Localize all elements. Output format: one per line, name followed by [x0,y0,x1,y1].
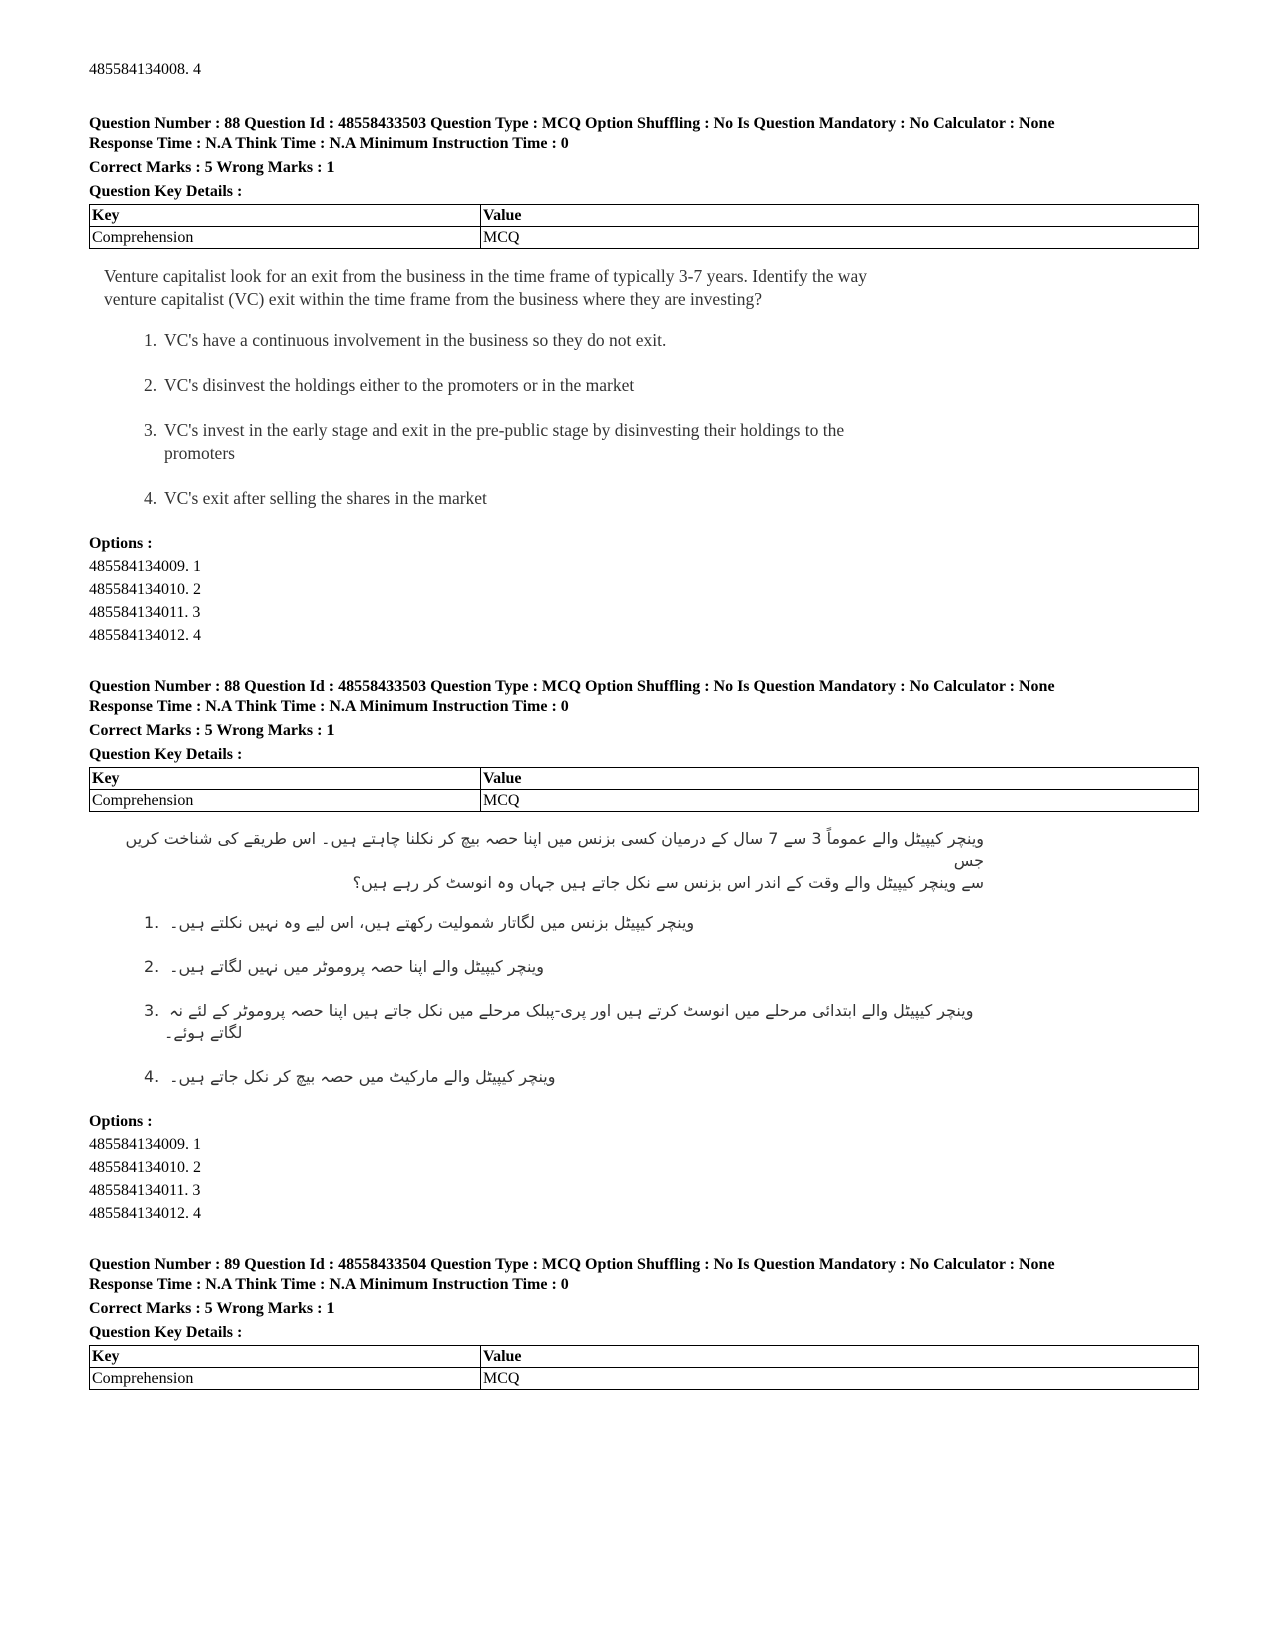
question-block-88-urdu [89,677,1199,1225]
choice-text: وینچر کیپیٹل والے مارکیٹ میں حصہ بیچ کر نکل جاتے ہیں۔ [169,1067,556,1086]
choice-text: VC's invest in the early stage and exit in the pre-public stage by disinvesting their holdings to the [164,420,845,440]
question-meta [89,677,1199,765]
question-stem-line2: سے وینچر کیپیٹل والے وقت کے اندر اس بزنس سے نکل جاتے ہیں جہاں وہ انوسٹ کر رہے ہیں؟ [352,873,984,892]
question-meta [89,114,1199,202]
table-row [90,1368,1199,1390]
table-header-row [90,768,1199,790]
option-line: 485584134010. 2 [89,581,201,598]
choice-list [104,329,1199,510]
cell-key: Comprehension [90,1368,481,1390]
key-details-label: Question Key Details : [89,183,243,200]
header-key: Key [90,1346,481,1368]
question-stem-line1: Venture capitalist look for an exit from the business in the time frame of typically 3-7 years. Identify the way [104,266,867,286]
table-row [90,790,1199,812]
document-page [89,58,1199,1420]
choice-number: 2. [144,375,158,395]
table-row [90,227,1199,249]
question-stem-line1: وینچر کیپیٹل والے عموماً 3 سے 7 سال کے درمیان کسی بزنس میں اپنا حصہ بیچ کر نکلنا چاہتے ہیں۔ اس طریقے کی شناخت کریں جس [125,829,984,870]
cell-key: Comprehension [90,790,481,812]
header-key: Key [90,205,481,227]
choice-text: وینچر کیپیٹل والے اپنا حصہ پروموٹر میں نہیں لگاتے ہیں۔ [169,957,544,976]
choice-number: 4. [144,1067,160,1086]
options-label: Options : [89,535,153,552]
choice-item [144,912,1199,934]
choice-item [144,487,1199,510]
question-meta [89,1255,1199,1343]
question-meta-line1: Question Number : 88 Question Id : 48558433503 Question Type : MCQ Option Shuffling : No Is Question Mandatory : No Calculator : None [89,115,1055,132]
question-meta-line2: Response Time : N.A Think Time : N.A Minimum Instruction Time : 0 [89,135,569,152]
table-header-row [90,1346,1199,1368]
choice-text: VC's exit after selling the shares in the market [164,488,487,508]
question-meta-line2: Response Time : N.A Think Time : N.A Minimum Instruction Time : 0 [89,698,569,715]
key-details-label: Question Key Details : [89,1324,243,1341]
choice-number: 2. [144,957,160,976]
option-line: 485584134010. 2 [89,1159,201,1176]
choice-text-continued: لگاتے ہوئے۔ [164,1023,243,1042]
key-details-label: Question Key Details : [89,746,243,763]
question-meta-line1: Question Number : 88 Question Id : 48558433503 Question Type : MCQ Option Shuffling : No Is Question Mandatory : No Calculator : None [89,678,1055,695]
question-content [89,265,1199,510]
question-stem [104,828,984,894]
question-meta-line1: Question Number : 89 Question Id : 48558433504 Question Type : MCQ Option Shuffling : No Is Question Mandatory : No Calculator : None [89,1256,1055,1273]
question-block-89 [89,1255,1199,1390]
choice-item [144,1066,1199,1088]
choice-number: 3. [144,420,158,440]
choice-number: 1. [144,913,160,932]
cell-value: MCQ [481,1368,1199,1390]
marks-line: Correct Marks : 5 Wrong Marks : 1 [89,1300,335,1317]
option-line: 485584134011. 3 [89,604,201,621]
options-label: Options : [89,1113,153,1130]
question-stem [104,265,1199,311]
choice-number: 3. [144,1001,160,1020]
header-key: Key [90,768,481,790]
marks-line: Correct Marks : 5 Wrong Marks : 1 [89,722,335,739]
key-details-table [89,1345,1199,1390]
key-details-table [89,767,1199,812]
option-line: 485584134012. 4 [89,627,201,644]
choice-item [144,374,1199,397]
choice-item [144,956,1199,978]
cell-key: Comprehension [90,227,481,249]
header-value: Value [481,205,1199,227]
question-stem-line2: venture capitalist (VC) exit within the time frame from the business where they are investing? [104,289,762,309]
key-details-table [89,204,1199,249]
option-id-line: 485584134008. 4 [89,61,201,78]
choice-text: VC's have a continuous involvement in the business so they do not exit. [164,330,667,350]
choice-item [144,329,1199,352]
choice-number: 4. [144,488,158,508]
marks-line: Correct Marks : 5 Wrong Marks : 1 [89,159,335,176]
header-value: Value [481,1346,1199,1368]
option-line: 485584134009. 1 [89,1136,201,1153]
choice-text: وینچر کیپیٹل بزنس میں لگاتار شمولیت رکھتے ہیں، اس لیے وہ نہیں نکلتے ہیں۔ [169,913,695,932]
table-header-row [90,205,1199,227]
cell-value: MCQ [481,227,1199,249]
question-block-88-english [89,114,1199,647]
question-meta-line2: Response Time : N.A Think Time : N.A Minimum Instruction Time : 0 [89,1276,569,1293]
choice-list [104,912,1199,1088]
choice-item [144,1000,1199,1044]
option-line: 485584134009. 1 [89,558,201,575]
choice-number: 1. [144,330,158,350]
option-line: 485584134011. 3 [89,1182,201,1199]
question-content-urdu [89,828,1199,1088]
header-value: Value [481,768,1199,790]
choice-text-continued: promoters [164,443,235,463]
option-line: 485584134012. 4 [89,1205,201,1222]
choice-item [144,419,1199,465]
cell-value: MCQ [481,790,1199,812]
choice-text: وینچر کیپیٹل والے ابتدائی مرحلے میں انوسٹ کرتے ہیں اور پری-پبلک مرحلے میں نکل جاتے ہیں اپنا حصہ پروموٹر کے لئے نہ [169,1001,974,1020]
choice-text: VC's disinvest the holdings either to the promoters or in the market [164,375,635,395]
